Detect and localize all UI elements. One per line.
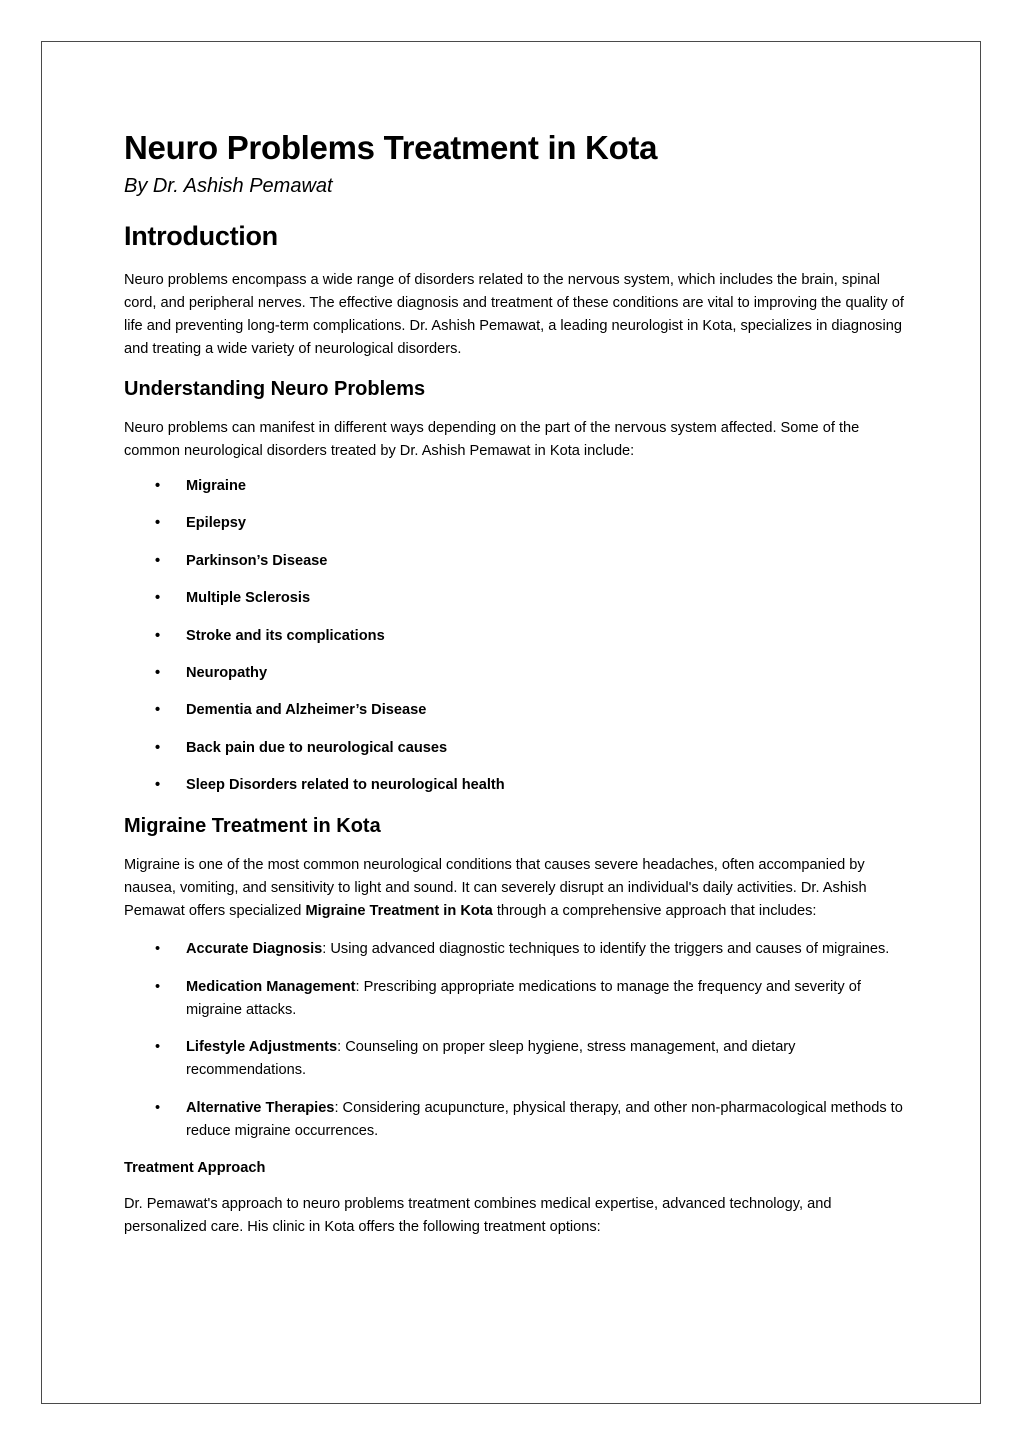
document-body [124,126,904,1239]
list-item [124,1036,904,1082]
bullet-icon: • [155,777,161,794]
document-title: Neuro Problems Treatment in Kota [124,129,658,166]
disorder-label: Back pain due to neurological causes [186,739,448,756]
list-item [124,976,904,1022]
migraine-text-emphasis: Migraine Treatment in Kota [305,903,493,920]
disorder-label: Stroke and its complications [186,627,385,644]
list-item [124,550,904,573]
list-item [124,1097,904,1143]
list-item [124,662,904,685]
bullet-icon: • [155,627,161,644]
bullet-icon: • [155,478,161,494]
disorder-label: Parkinson’s Disease [186,552,328,569]
point-term: Lifestyle Adjustments [186,1039,338,1056]
author-byline: By Dr. Ashish Pemawat [124,175,333,197]
disorder-label: Dementia and Alzheimer’s Disease [186,702,427,719]
bullet-icon: • [155,941,161,958]
list-item [124,699,904,722]
list-item [124,938,904,961]
migraine-approach-list [124,938,904,1143]
understanding-paragraph: Neuro problems can manifest in different ways depending on the part of the nervous system affected. Some of the common neurological disorders treated by Dr. Ashish Pemawat in Kota include: [124,420,860,459]
point-term: Alternative Therapies [186,1099,335,1116]
list-item [124,587,904,610]
list-item [124,512,904,535]
treatment-approach-paragraph: Dr. Pemawat's approach to neuro problems treatment combines medical expertise, advanced technology, and personalized care. His clinic in Kota offers the following treatment options: [124,1195,832,1235]
introduction-paragraph: Neuro problems encompass a wide range of disorders related to the nervous system, which includes the brain, spinal cord, and peripheral nerves. The effective diagnosis and treatment of these conditions are vital to improving the quality of life and preventing long-term complications. Dr. Ashish Pemawat, a leading neurologist in Kota, specializes in diagnosing and treating a wide variety of neurological disorders. [124,272,904,357]
migraine-text-end: through a comprehensive approach that includes: [492,903,817,920]
bullet-icon: • [155,702,161,719]
list-item [124,625,904,648]
disorder-label: Neuropathy [186,664,268,681]
point-description: : Considering acupuncture, physical therapy, and other non-pharmacological methods to reduce migraine occurrences. [186,1099,903,1139]
point-description: : Using advanced diagnostic techniques to identify the triggers and causes of migraines. [322,941,890,958]
migraine-paragraph [124,854,904,923]
bullet-icon: • [155,1099,161,1116]
disorder-label: Multiple Sclerosis [186,590,311,607]
point-term: Medication Management [186,978,356,995]
bullet-icon: • [155,590,161,607]
list-item [124,774,904,797]
point-term: Accurate Diagnosis [186,941,323,958]
introduction-heading: Introduction [124,221,278,251]
treatment-approach-heading: Treatment Approach [124,1159,266,1176]
bullet-icon: • [155,739,161,756]
list-item [124,475,904,498]
bullet-icon: • [155,552,161,569]
understanding-heading: Understanding Neuro Problems [124,378,426,400]
point-description: : Prescribing appropriate medications to manage the frequency and severity of migraine attacks. [186,978,861,1018]
disorders-list [124,475,904,797]
disorder-label: Migraine [186,478,247,494]
bullet-icon: • [155,978,161,995]
migraine-text-start: Migraine is one of the most common neurological conditions that causes severe headaches, often accompanied by nausea, vomiting, and sensitivity to light and sound. It can severely disrupt an individual's daily activities. Dr. Ashish Pemawat offers specialized [124,857,867,920]
disorder-label: Epilepsy [186,515,247,532]
migraine-heading: Migraine Treatment in Kota [124,815,381,838]
bullet-icon: • [155,515,161,532]
bullet-icon: • [155,1039,161,1056]
point-description: : Counseling on proper sleep hygiene, stress management, and dietary recommendations. [186,1039,796,1079]
disorder-label: Sleep Disorders related to neurological health [186,777,505,794]
bullet-icon: • [155,664,161,681]
list-item [124,737,904,760]
